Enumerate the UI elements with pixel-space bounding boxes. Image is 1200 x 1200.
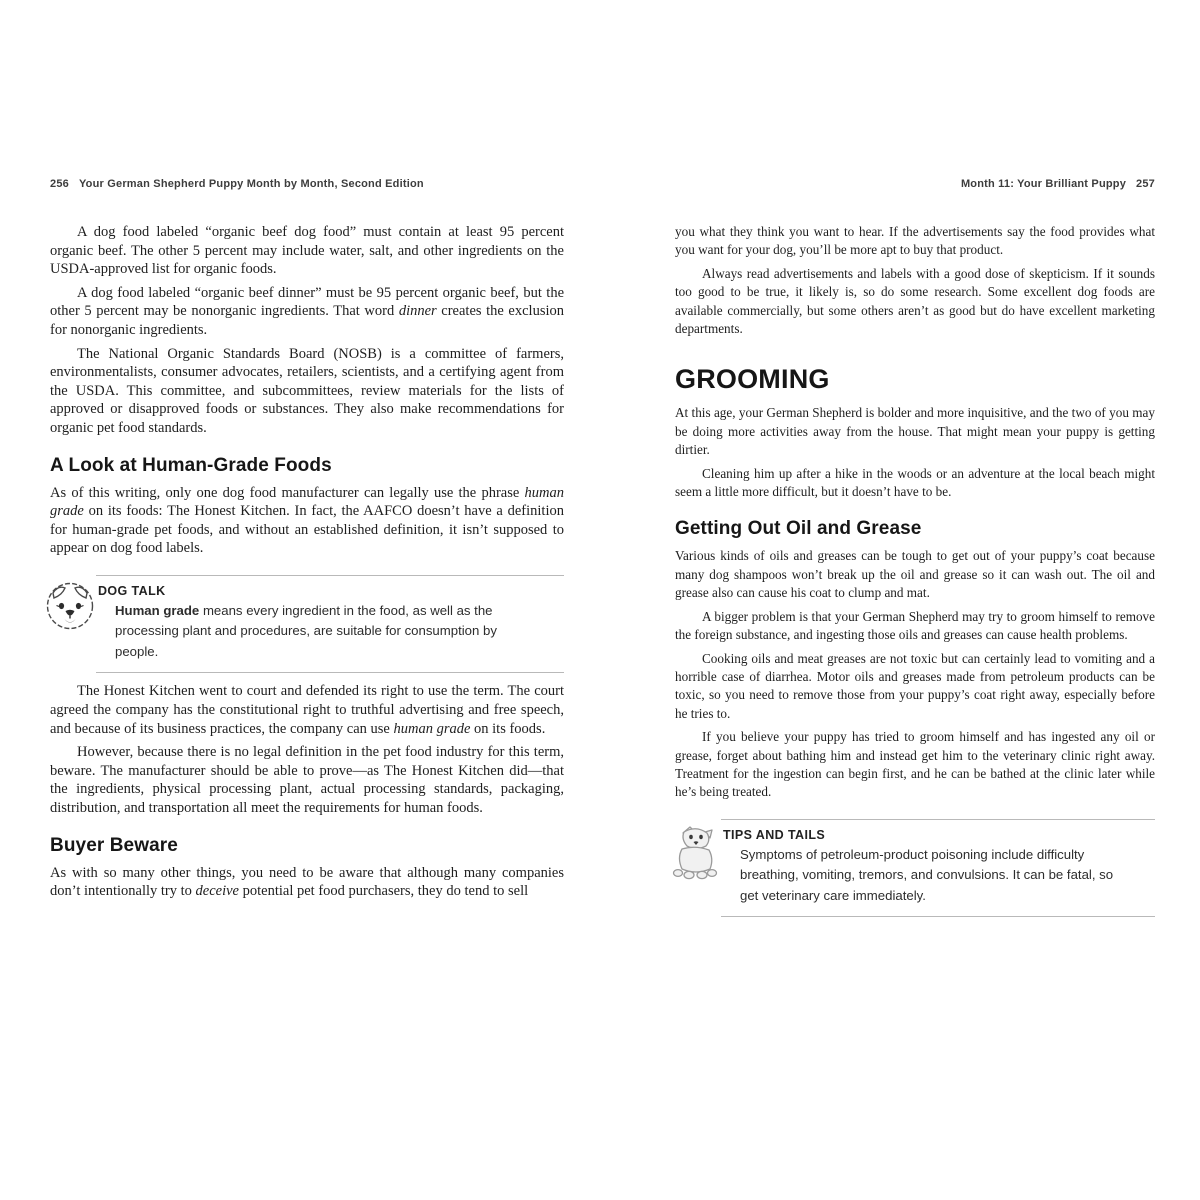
heading-buyer-beware: Buyer Beware xyxy=(50,834,178,856)
puppy-icon xyxy=(669,819,721,894)
paragraph-grooming-intro: At this age, your German Shepherd is bolder and more inquisitive, and the two of you may be doing more activities away from the house. That might mean your puppy is getting dirtier. xyxy=(675,405,1155,458)
left-page xyxy=(50,178,564,906)
paragraph-buyer-beware: As with so many other things, you need to be aware that although many companies don’t intentionally try to deceive potential pet food purchasers, they do tend to sell xyxy=(50,864,564,900)
callout-tips-and-tails-title: TIPS AND TAILS xyxy=(723,827,826,842)
running-head-left xyxy=(50,178,564,192)
heading-human-grade-foods: A Look at Human-Grade Foods xyxy=(50,454,332,476)
right-page xyxy=(675,178,1155,926)
paragraph-skepticism: Always read advertisements and labels with a good dose of skepticism. If it sounds too good to be true, it likely is, so do some research. Some excellent dog foods are available commercially, but some others aren’t as good but do have excellent marketing departments. xyxy=(675,265,1155,337)
callout-dog-talk-body: Human grade means every ingredient in the food, as well as the processing plant and procedures, are suitable for consumption by people. xyxy=(115,602,497,659)
paragraph-however: However, because there is no legal definition in the pet food industry for this term, beware. The manufacturer should be able to prove—as The Honest Kitchen did—that the ingredients, physical processing plant, actual processing standards, packaging, distribution, and transportation all meet the requirements for human foods. xyxy=(50,744,564,816)
callout-dog-talk-content xyxy=(96,575,564,674)
callout-dog-talk xyxy=(50,575,564,674)
paragraph-cleaning: Cleaning him up after a hike in the woods or an adventure at the local beach might seem a little more difficult, but it doesn’t have to be. xyxy=(675,465,1155,500)
page-number-left: 256 xyxy=(50,178,69,190)
heading-oil-and-grease: Getting Out Oil and Grease xyxy=(675,518,922,540)
paragraph-oils-intro: Various kinds of oils and greases can be tough to get out of your puppy’s coat because many dog shampoos won’t break up the oil and grease so it can wash out. The oil and grease also can cause his coat to clump and mat. xyxy=(675,548,1155,601)
paragraph-honest-kitchen-court: The Honest Kitchen went to court and defended its right to use the term. The court agreed the company has the constitutional right to truthful advertising and free speech, and because of its business practices, the company can use human grade on its foods. xyxy=(50,683,564,737)
paragraph-organic-food: A dog food labeled “organic beef dog food” must contain at least 95 percent organic beef. The other 5 percent may include water, salt, and other ingredients on the USDA-approved list for organic foods. xyxy=(50,224,564,278)
running-head-right xyxy=(675,178,1155,192)
chapter-title: Month 11: Your Brilliant Puppy xyxy=(960,178,1127,190)
callout-dog-talk-title: DOG TALK xyxy=(98,583,166,598)
paragraph-organic-dinner: A dog food labeled “organic beef dinner” must be 95 percent organic beef, but the other 5 percent may be nonorganic ingredients. That word dinner creates the exclusion for nonorganic ingredients. xyxy=(50,284,564,338)
callout-tips-and-tails xyxy=(675,819,1155,918)
heading-grooming: GROOMING xyxy=(675,364,830,395)
paragraph-bigger-problem: A bigger problem is that your German Shepherd may try to groom himself to remove the foreign substance, and ingesting those oils and greases can cause health problems. xyxy=(675,608,1155,643)
callout-tips-and-tails-content xyxy=(721,819,1155,918)
paragraph-nosb: The National Organic Standards Board (NOSB) is a committee of farmers, environmentalists, consumer advocates, retailers, scientists, and a certifying agent from the USDA. This committee, and subcommittees, review materials for the lists of approved or disapproved foods or substances. They also make recommendations for organic pet food standards. xyxy=(50,345,564,436)
paragraph-human-grade-intro: As of this writing, only one dog food manufacturer can legally use the phrase human grade on its foods: The Honest Kitchen. In fact, the AAFCO doesn’t have a definition for human-grade pet foods, and without an established definition, it isn’t supposed to appear on dog food labels. xyxy=(50,484,564,557)
paragraph-continuation: you what they think you want to hear. If the advertisements say the food provides what you want for your dog, you’ll be more apt to buy that product. xyxy=(675,224,1155,258)
callout-tips-and-tails-body: Symptoms of petroleum-product poisoning include difficulty breathing, vomiting, tremors, and convulsions. It can be fatal, so get veterinary care immediately. xyxy=(740,846,1114,903)
book-title: Your German Shepherd Puppy Month by Month, Second Edition xyxy=(78,178,424,190)
paragraph-if-ingested: If you believe your puppy has tried to groom himself and has ingested any oil or grease, forget about bathing him and instead get him to the veterinary clinic right away. Treatment for the ingestion can begin first, and he can be bathed at the clinic later while he’s being treated. xyxy=(675,729,1155,800)
paragraph-cooking-oils: Cooking oils and meat greases are not toxic but can certainly lead to vomiting and a horrible case of diarrhea. Motor oils and greases made from petroleum products can be toxic, so you need to remove those from your puppy’s coat right away, especially before he tries to. xyxy=(675,650,1155,721)
dog-face-icon xyxy=(44,575,96,638)
page-number-right: 257 xyxy=(1136,178,1155,190)
